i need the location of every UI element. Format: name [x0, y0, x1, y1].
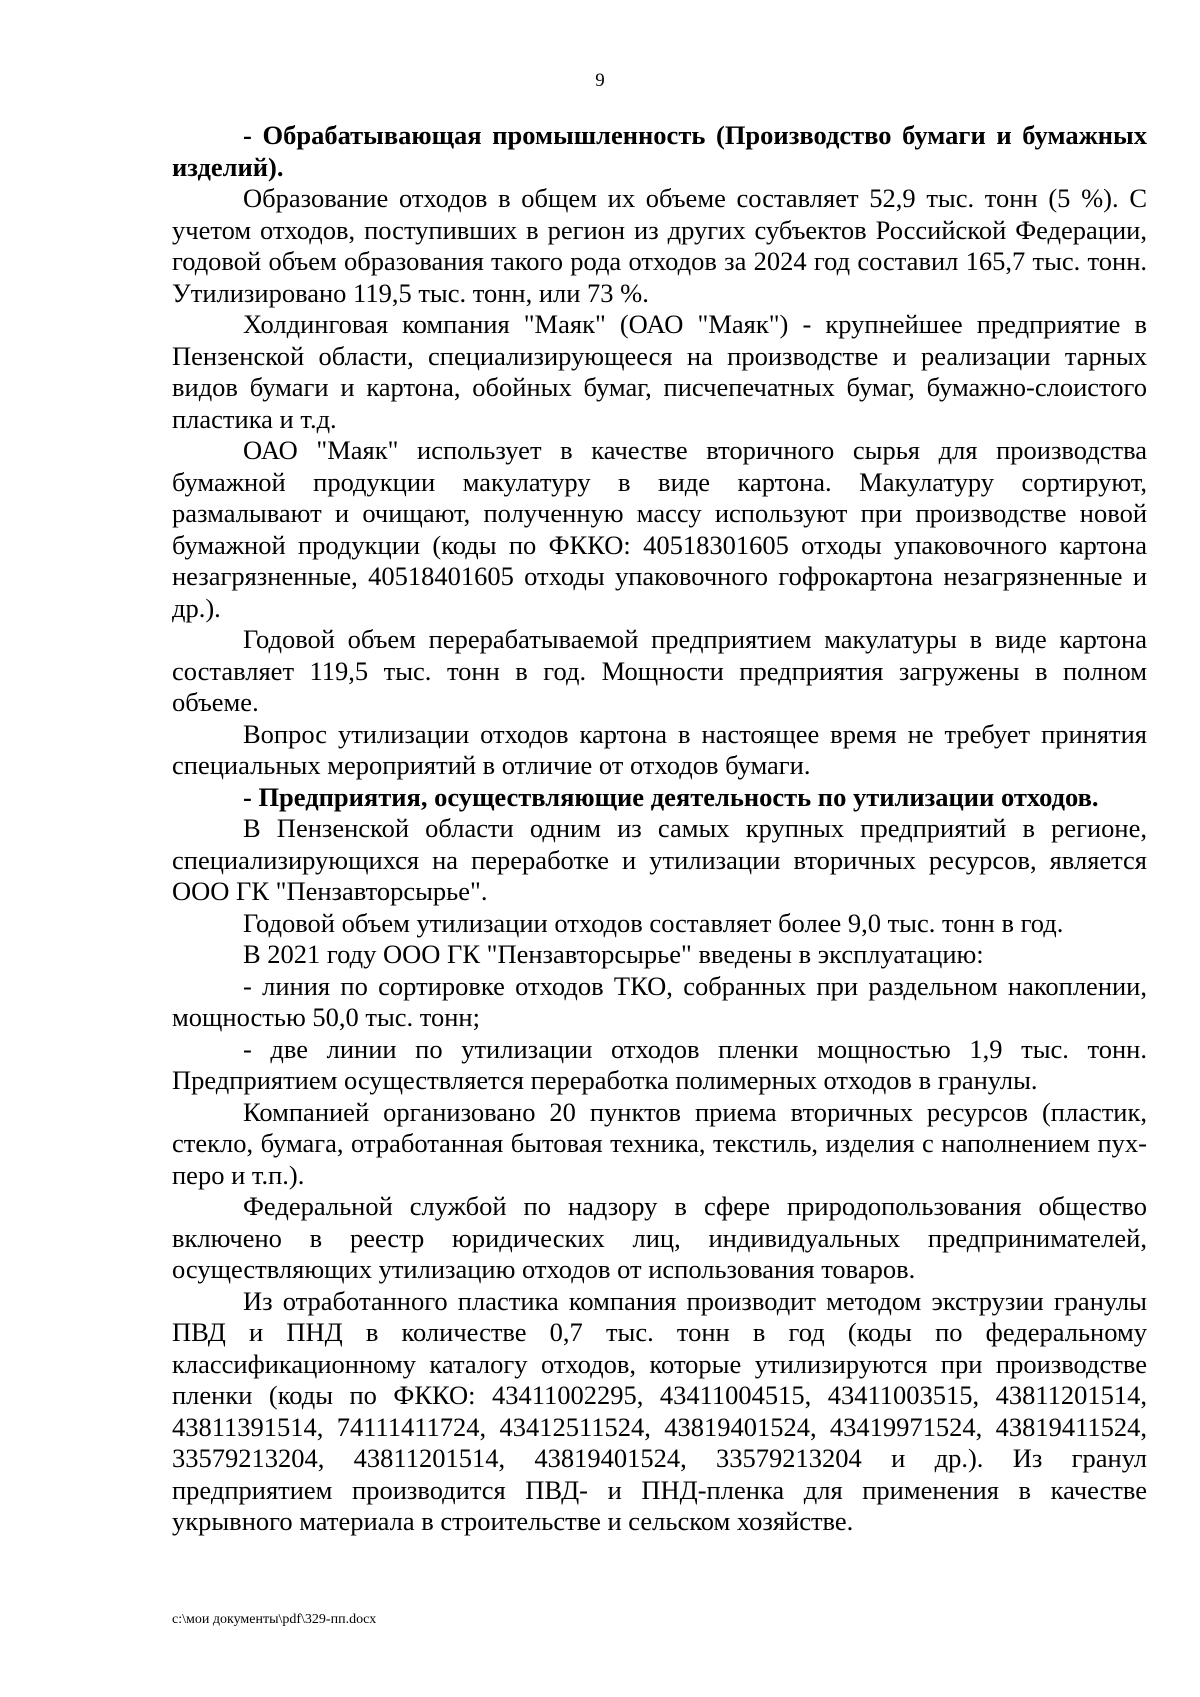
paragraph-mayak-company: Холдинговая компания "Маяк" (ОАО "Маяк") - крупнейшее предприятие в Пензенской области, специализирующееся на производстве и реализации тарных видов бумаги и картона, обойных бумаг, писчепечатных бумаг, бумажно-слоистого пластика и т.д.	[172, 309, 1147, 434]
file-path-footer: c:\мои документы\pdf\329-пп.docx	[172, 1612, 377, 1627]
paragraph-annual-utilization: Годовой объем утилизации отходов составляет более 9,0 тыс. тонн в год.	[243, 907, 1064, 938]
paragraph-plastic-extrusion: Из отработанного пластика компания производит методом экструзии гранулы ПВД и ПНД в количестве 0,7 тыс. тонн в год (коды по федеральному классификационному каталогу отходов, которые утилизируются при производстве пленки (коды по ФККО: 43411002295, 43411004515, 43411003515, 43811201514, 43811391514, 74111411724, 43412511524, 43819401524, 43419971524, 43819411524, 33579213204, 43811201514, 43819401524, 33579213204 и др.). Из гранул предприятием производится ПВД- и ПНД-пленка для применения в качестве укрывного материала в строительстве и сельском хозяйстве.	[172, 1285, 1147, 1536]
paragraph-cardboard-question: Вопрос утилизации отходов картона в настоящее время не требует принятия специальных мероприятий в отличие от отходов бумаги.	[172, 718, 1147, 780]
section-heading-recycling-enterprises: - Предприятия, осуществляющие деятельность по утилизации отходов.	[243, 781, 1099, 812]
list-item-sorting-line: - линия по сортировке отходов ТКО, собранных при раздельном накоплении, мощностью 50,0 тыс. тонн;	[172, 970, 1147, 1032]
paragraph-federal-registry: Федеральной службой по надзору в сфере природопользования общество включено в реестр юридических лиц, индивидуальных предпринимателей, осуществляющих утилизацию отходов от использования товаров.	[172, 1191, 1147, 1284]
page-number: 9	[595, 70, 605, 91]
paragraph-annual-volume: Годовой объем перерабатываемой предприятием макулатуры в виде картона составляет 119,5 тыс. тонн в год. Мощности предприятия загружены в полном объеме.	[172, 624, 1147, 717]
paragraph-penzavtorsyrye: В Пензенской области одним из самых крупных предприятий в регионе, специализирующихся на переработке и утилизации вторичных ресурсов, является ООО ГК "Пензавторсырье".	[172, 813, 1147, 906]
section-heading-manufacturing: - Обрабатывающая промышленность (Производство бумаги и бумажных изделий).	[172, 120, 1147, 182]
list-item-film-lines: - две линии по утилизации отходов пленки мощностью 1,9 тыс. тонн. Предприятием осуществляется переработка полимерных отходов в гранулы.	[172, 1033, 1147, 1095]
paragraph-waste-volume: Образование отходов в общем их объеме составляет 52,9 тыс. тонн (5 %). С учетом отходов, поступивших в регион из других субъектов Российской Федерации, годовой объем образования такого рода отходов за 2024 год составил 165,7 тыс. тонн. Утилизировано 119,5 тыс. тонн, или 73 %.	[172, 183, 1147, 308]
paragraph-collection-points: Компанией организовано 20 пунктов приема вторичных ресурсов (пластик, стекло, бумага, отработанная бытовая техника, текстиль, изделия с наполнением пух-перо и т.п.).	[172, 1096, 1147, 1190]
paragraph-2021-commissioning: В 2021 году ООО ГК "Пензавторсырье" введены в эксплуатацию:	[243, 939, 984, 969]
paragraph-mayak-recycling: ОАО "Маяк" использует в качестве вторичного сырья для производства бумажной продукции макулатуру в виде картона. Макулатуру сортируют, размалывают и очищают, полученную массу используют при производстве новой бумажной продукции (коды по ФККО: 40518301605 отходы упаковочного картона незагрязненные, 40518401605 отходы упаковочного гофрокартона незагрязненные и др.).	[172, 435, 1147, 623]
document-body	[172, 120, 1147, 1538]
